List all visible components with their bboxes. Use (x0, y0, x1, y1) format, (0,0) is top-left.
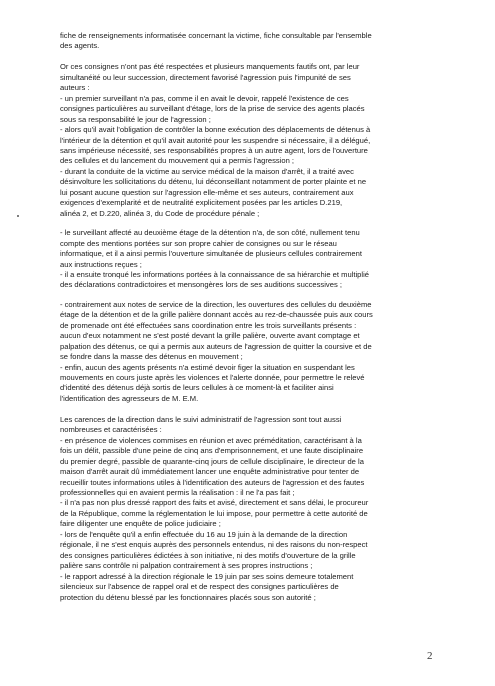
text-line: l'intérieur de la détention et qu'il avait autorité pour les suspendre si nécessaire, il a délégué, (60, 135, 371, 145)
text-line: - il n'a pas non plus dressé rapport des faits et avisé, directement et sans délai, le procureur (60, 498, 369, 508)
text-line: fiche de renseignements informatisée concernant la victime, fiche consultable par l'ensemble (60, 31, 372, 40)
text-line: des cellules et du lancement du mouvement qui a permis l'agression ; (60, 156, 295, 166)
text-line: de la République, comme la réglementation le lui impose, pour permettre à cette autorité de (60, 508, 368, 518)
document-body (60, 31, 441, 603)
text-line: l'identification des agresseurs de M. E.M. (60, 393, 199, 403)
text-line: palpation des détenus, ce qui a permis aux auteurs de l'agression de quitter la coursive et de (60, 341, 372, 351)
text-line: se fondre dans la masse des détenus en mouvement ; (60, 352, 243, 362)
text-line: consignes particulières au surveillant d'étage, lors de la prise de service des agents placés (60, 104, 365, 114)
text-line: fois un délit, passible d'une peine de cinq ans d'emprisonnement, et une faute disciplinaire (60, 446, 364, 456)
text-line: - le rapport adressé à la direction régionale le 19 juin par ses soins demeure totalement (60, 571, 354, 581)
text-line: lui posant aucune question sur l'agression elle-même et ses auteurs, contrairement aux (60, 187, 354, 197)
text-line: auteurs : (60, 83, 90, 93)
scan-speck (17, 215, 19, 217)
text-line: alinéa 2, et D.220, alinéa 3, du Code de procédure pénale ; (60, 208, 260, 218)
text-line: - le surveillant affecté au deuxième étage de la détention n'a, de son côté, nullement tenu (60, 228, 360, 238)
text-line: des déclarations contradictoires et mensongères lors de ses auditions successives ; (60, 280, 342, 290)
paragraph-gap (60, 219, 441, 228)
text-line: - enfin, aucun des agents présents n'a estimé devoir figer la situation en suspendant les (60, 362, 355, 372)
text-line: recueillir toutes informations utiles à l'identification des auteurs de l'agression et des fautes (60, 477, 365, 487)
text-line: des consignes particulières édictées à son initiative, ni des motifs d'ouverture de la grille (60, 550, 356, 560)
paragraph (60, 62, 441, 219)
paragraph-gap (60, 291, 441, 300)
text-line: mouvements en cours juste après les violences et l'alerte donnée, pour permettre le relevé (60, 373, 365, 383)
text-line: des agents. (60, 41, 100, 51)
text-line: professionnelles qui en avaient permis la réalisation : il ne l'a pas fait ; (60, 488, 295, 497)
text-line: du premier degré, passible de quarante-cinq jours de cellule disciplinaire, le directeur de la (60, 456, 364, 466)
text-line: sans impérieuse nécessité, ses responsabilités propres à un autre agent, lors de l'ouverture (60, 145, 368, 155)
text-line: exigences d'exemplarité et de neutralité explicitement posées par les articles D.219, (60, 198, 343, 208)
text-line: d'identité des détenus déjà sortis de leurs cellules à ce moment-là et faciliter ainsi (60, 383, 334, 393)
text-line: nombreuses et caractérisées : (60, 425, 162, 435)
paragraph (60, 228, 441, 291)
text-line: Les carences de la direction dans le suivi administratif de l'agression sont tout aussi (60, 414, 342, 424)
paragraph (60, 415, 441, 603)
text-line: aux instructions reçues ; (60, 259, 142, 269)
paragraph (60, 31, 441, 52)
text-line: Or ces consignes n'ont pas été respectées et plusieurs manquements fautifs ont, par leur (60, 62, 360, 72)
text-line: - contrairement aux notes de service de la direction, les ouvertures des cellules du deuxième (60, 299, 372, 309)
text-line: simultanéité ou leur succession, directement favorisé l'agression puis l'impunité de ses (60, 72, 351, 82)
text-line: étage de la détention et de la grille palière donnant accès au rez-de-chaussée puis aux cours (60, 310, 373, 320)
text-line: informatique, et il a ainsi permis l'ouverture simultanée de plusieurs cellules contrairement (60, 249, 362, 259)
text-line: compte des mentions portées sur son propre cahier de consignes ou sur le réseau (60, 238, 337, 248)
text-line: protection du détenu blessé par les fonctionnaires placés sous son autorité ; (60, 592, 316, 602)
paragraph (60, 300, 441, 405)
page-number: 2 (427, 650, 433, 662)
text-line: maison d'arrêt aurait dû immédiatement lancer une enquête administrative pour tenter de (60, 467, 360, 477)
text-line: régionale, il ne s'est enquis auprès des personnels entendus, ni des raisons du non-respect (60, 540, 368, 550)
paragraph-gap (60, 52, 441, 62)
paragraph-gap (60, 404, 441, 414)
text-line: - en présence de violences commises en réunion et avec préméditation, caractérisant à la (60, 435, 362, 445)
text-line: - il a ensuite tronqué les informations portées à la connaissance de sa hiérarchie et multiplié (60, 269, 369, 279)
text-line: palière sans contrôle ni palpation contrairement à ses propres instructions ; (60, 561, 313, 571)
text-line: désinvolture les sollicitations du détenu, lui déconseillant notamment de porter plainte et ne (60, 177, 367, 187)
text-line: sous sa responsabilité le jour de l'agression ; (60, 114, 211, 124)
text-line: silencieux sur l'absence de rappel oral et de respect des consignes particulières de (60, 582, 339, 592)
text-line: - durant la conduite de la victime au service médical de la maison d'arrêt, il a traité avec (60, 166, 354, 176)
text-line: aucun d'eux notamment ne s'est posté devant la grille palière, ouverte avant comptage et (60, 331, 360, 341)
text-line: faire diligenter une enquête de police judiciaire ; (60, 519, 221, 529)
text-line: - lors de l'enquête qu'il a enfin effectuée du 16 au 19 juin à la demande de la direction (60, 529, 348, 539)
text-line: - alors qu'il avait l'obligation de contrôler la bonne exécution des déplacements de détenus à (60, 125, 371, 135)
text-line: de promenade ont été effectuées sans coordination entre les trois surveillants présents : (60, 320, 357, 330)
text-line: - un premier surveillant n'a pas, comme il en avait le devoir, rappelé l'existence de ces (60, 93, 349, 103)
